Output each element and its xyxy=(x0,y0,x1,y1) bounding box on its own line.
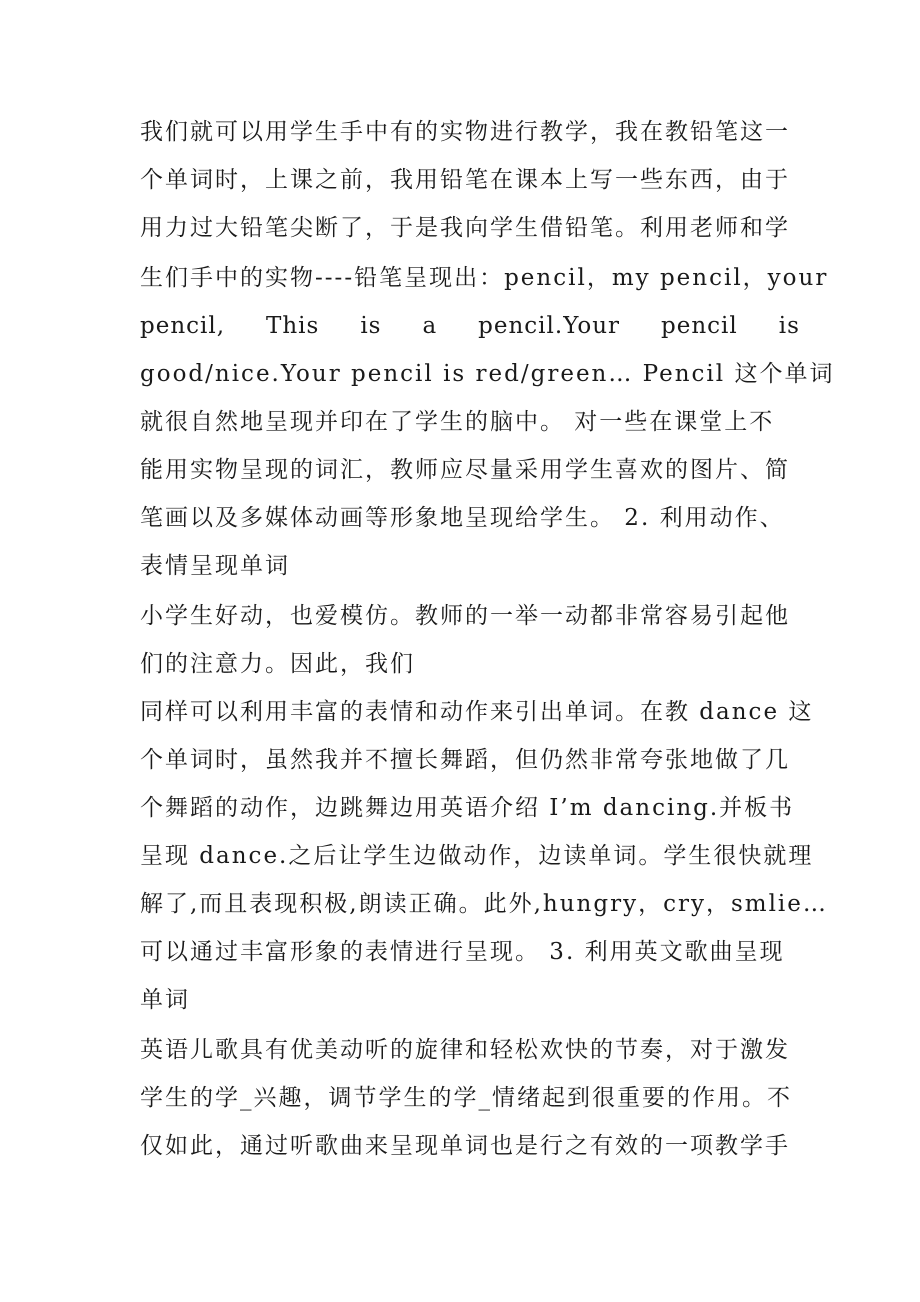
text-line: 就很自然地呈现并印在了学生的脑中。 对一些在课堂上不 xyxy=(140,409,775,435)
word: is xyxy=(360,313,382,339)
word: pencil.Your xyxy=(478,313,621,339)
text-line: 我们就可以用学生手中有的实物进行教学，我在教铅笔这一 xyxy=(140,119,790,145)
text-line: 可以通过丰富形象的表情进行呈现。 3. 利用英文歌曲呈现 xyxy=(140,939,785,965)
word: pencil xyxy=(661,313,738,339)
text-line: good/nice.Your pencil is red/green… Pencil 这个单词 xyxy=(140,361,835,387)
text-line: 个单词时，虽然我并不擅长舞蹈，但仍然非常夸张地做了几 xyxy=(140,747,790,773)
text-line: 英语儿歌具有优美动听的旋律和轻松欢快的节奏，对于激发 xyxy=(140,1037,790,1063)
text-line: 呈现 dance.之后让学生边做动作，边读单词。学生很快就理 xyxy=(140,843,814,869)
text-line: 用力过大铅笔尖断了，于是我向学生借铅笔。利用老师和学 xyxy=(140,215,790,241)
text-line: 生们手中的实物----铅笔呈现出：pencil，my pencil，your xyxy=(140,265,829,291)
text-line: 笔画以及多媒体动画等形象地呈现给学生。 2. 利用动作、 xyxy=(140,505,785,531)
word: This xyxy=(266,313,320,339)
text-line: 小学生好动，也爱模仿。教师的一举一动都非常容易引起他 xyxy=(140,603,790,629)
word: a xyxy=(422,313,438,339)
text-line: 个单词时，上课之前，我用铅笔在课本上写一些东西，由于 xyxy=(140,167,790,193)
word: pencil, xyxy=(140,313,226,339)
justified-text-line xyxy=(140,306,800,346)
text-line: 解了,而且表现积极,朗读正确。此外,hungry，cry，smlie… xyxy=(140,891,828,917)
text-line: 们的注意力。因此，我们 xyxy=(140,651,415,677)
text-line: 单词 xyxy=(140,987,190,1013)
text-line: 学生的学_兴趣，调节学生的学_情绪起到很重要的作用。不 xyxy=(140,1085,792,1111)
text-line: 同样可以利用丰富的表情和动作来引出单词。在教 dance 这 xyxy=(140,699,814,725)
text-line: 个舞蹈的动作，边跳舞边用英语介绍 I’m dancing.并板书 xyxy=(140,795,795,821)
text-line: 表情呈现单词 xyxy=(140,553,290,579)
word: is xyxy=(778,313,800,339)
text-line: 仅如此，通过听歌曲来呈现单词也是行之有效的一项教学手 xyxy=(140,1133,790,1159)
text-line: 能用实物呈现的词汇，教师应尽量采用学生喜欢的图片、简 xyxy=(140,457,790,483)
